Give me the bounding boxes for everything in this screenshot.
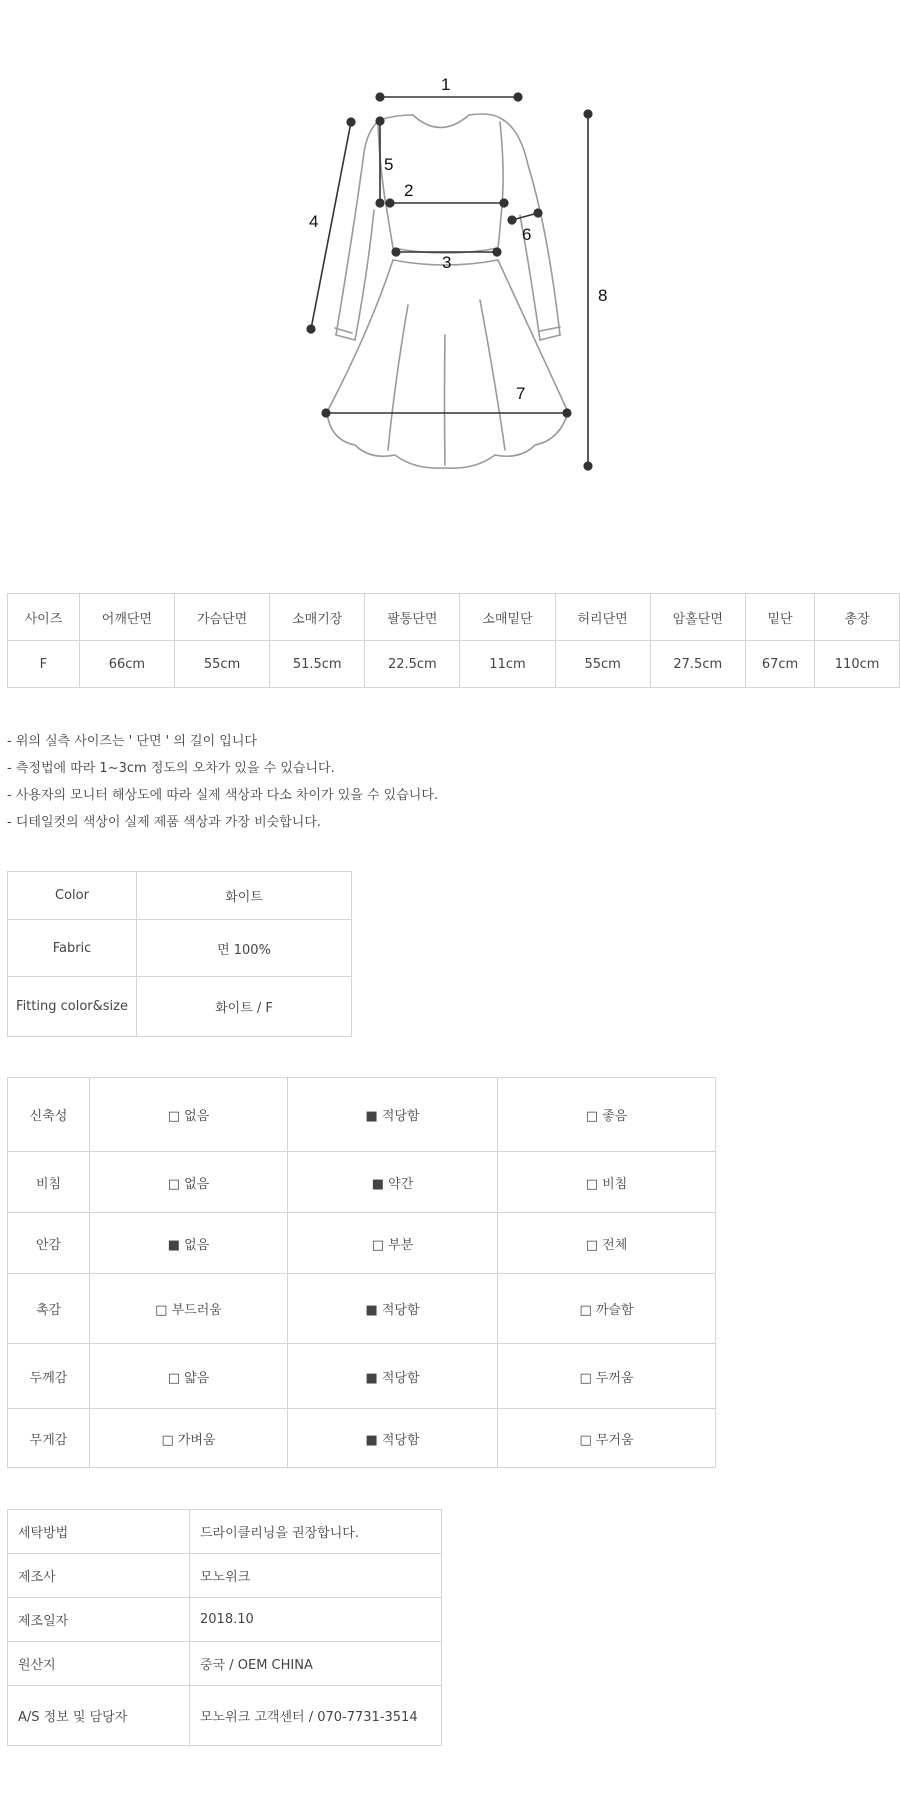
size-value-cell: 11cm (460, 641, 555, 688)
spec-label: Fabric (8, 920, 137, 977)
spec-value: 화이트 (137, 872, 352, 920)
size-value-cell: F (8, 641, 80, 688)
feel-row (8, 1409, 716, 1468)
note-line: - 디테일컷의 색상이 실제 제품 색상과 가장 비슷합니다. (7, 815, 322, 830)
size-header-cell: 팔통단면 (365, 594, 460, 641)
measurement-notes (7, 728, 438, 836)
info-row (8, 1642, 442, 1686)
info-label: A/S 정보 및 담당자 (8, 1686, 190, 1746)
feel-row (8, 1152, 716, 1213)
diagram-label-7: 7 (516, 384, 526, 403)
feel-option: □ 까슬함 (498, 1274, 716, 1344)
size-value-cell: 55cm (555, 641, 650, 688)
feel-option: ■ 적당함 (288, 1274, 498, 1344)
feel-option: □ 부드러움 (90, 1274, 288, 1344)
feel-option: □ 전체 (498, 1213, 716, 1274)
feel-option: □ 부분 (288, 1213, 498, 1274)
diagram-label-1: 1 (441, 75, 451, 94)
note-line: - 측정법에 따라 1~3cm 정도의 오차가 있을 수 있습니다. (7, 761, 335, 776)
feel-row (8, 1344, 716, 1409)
spec-label: Fitting color&size (8, 977, 137, 1037)
spec-row-color (8, 872, 352, 920)
spec-row-fitting (8, 977, 352, 1037)
feel-label: 촉감 (8, 1274, 90, 1344)
size-value-cell: 27.5cm (650, 641, 745, 688)
note-line: - 위의 실측 사이즈는 ' 단면 ' 의 길이 입니다 (7, 734, 257, 749)
feel-label: 신축성 (8, 1078, 90, 1152)
diagram-label-5: 5 (384, 155, 394, 174)
feel-option: ■ 적당함 (288, 1344, 498, 1409)
feel-option: ■ 적당함 (288, 1409, 498, 1468)
size-table-header-row (8, 594, 900, 641)
feel-option: □ 없음 (90, 1078, 288, 1152)
feel-option: ■ 없음 (90, 1213, 288, 1274)
size-value-cell: 110cm (815, 641, 900, 688)
size-table (7, 593, 900, 688)
info-label: 세탁방법 (8, 1510, 190, 1554)
size-header-cell: 사이즈 (8, 594, 80, 641)
size-value-cell: 66cm (79, 641, 174, 688)
spec-table (7, 871, 352, 1037)
feel-row (8, 1078, 716, 1152)
diagram-label-3: 3 (442, 253, 452, 272)
feel-option: ■ 적당함 (288, 1078, 498, 1152)
diagram-label-2: 2 (404, 181, 414, 200)
size-header-cell: 어깨단면 (79, 594, 174, 641)
feel-option: □ 가벼움 (90, 1409, 288, 1468)
info-value: 중국 / OEM CHINA (190, 1642, 442, 1686)
size-header-cell: 허리단면 (555, 594, 650, 641)
feel-option: □ 좋음 (498, 1078, 716, 1152)
info-value: 모노위크 (190, 1554, 442, 1598)
feel-label: 무게감 (8, 1409, 90, 1468)
spec-value: 화이트 / F (137, 977, 352, 1037)
diagram-label-8: 8 (598, 286, 608, 305)
info-label: 제조일자 (8, 1598, 190, 1642)
feel-row (8, 1274, 716, 1344)
size-header-cell: 총장 (815, 594, 900, 641)
size-header-cell: 소매밑단 (460, 594, 555, 641)
spec-row-fabric (8, 920, 352, 977)
feel-label: 안감 (8, 1213, 90, 1274)
size-value-cell: 22.5cm (365, 641, 460, 688)
feel-option: □ 무거움 (498, 1409, 716, 1468)
diagram-label-4: 4 (309, 212, 319, 231)
feel-option: □ 없음 (90, 1152, 288, 1213)
feel-option: □ 얇음 (90, 1344, 288, 1409)
feel-row (8, 1213, 716, 1274)
info-value: 드라이클리닝을 권장합니다. (190, 1510, 442, 1554)
spec-label: Color (8, 872, 137, 920)
info-row (8, 1598, 442, 1642)
note-line: - 사용자의 모니터 해상도에 따라 실제 색상과 다소 차이가 있을 수 있습니다. (7, 788, 439, 803)
info-row (8, 1686, 442, 1746)
size-table-row (8, 641, 900, 688)
size-value-cell: 67cm (745, 641, 814, 688)
feel-option: □ 두꺼움 (498, 1344, 716, 1409)
info-row (8, 1554, 442, 1598)
measurement-diagram (0, 0, 900, 560)
info-value: 모노위크 고객센터 / 070-7731-3514 (190, 1686, 442, 1746)
fabric-feel-table (7, 1077, 716, 1468)
size-header-cell: 소매기장 (270, 594, 365, 641)
info-label: 원산지 (8, 1642, 190, 1686)
size-value-cell: 51.5cm (270, 641, 365, 688)
info-label: 제조사 (8, 1554, 190, 1598)
feel-option: □ 비침 (498, 1152, 716, 1213)
feel-option: ■ 약간 (288, 1152, 498, 1213)
feel-label: 두께감 (8, 1344, 90, 1409)
spec-value: 면 100% (137, 920, 352, 977)
size-header-cell: 암홀단면 (650, 594, 745, 641)
feel-label: 비침 (8, 1152, 90, 1213)
size-header-cell: 밑단 (745, 594, 814, 641)
diagram-label-6: 6 (522, 225, 532, 244)
size-header-cell: 가슴단면 (174, 594, 269, 641)
info-row (8, 1510, 442, 1554)
info-value: 2018.10 (190, 1598, 442, 1642)
product-info-table (7, 1509, 442, 1746)
size-value-cell: 55cm (174, 641, 269, 688)
